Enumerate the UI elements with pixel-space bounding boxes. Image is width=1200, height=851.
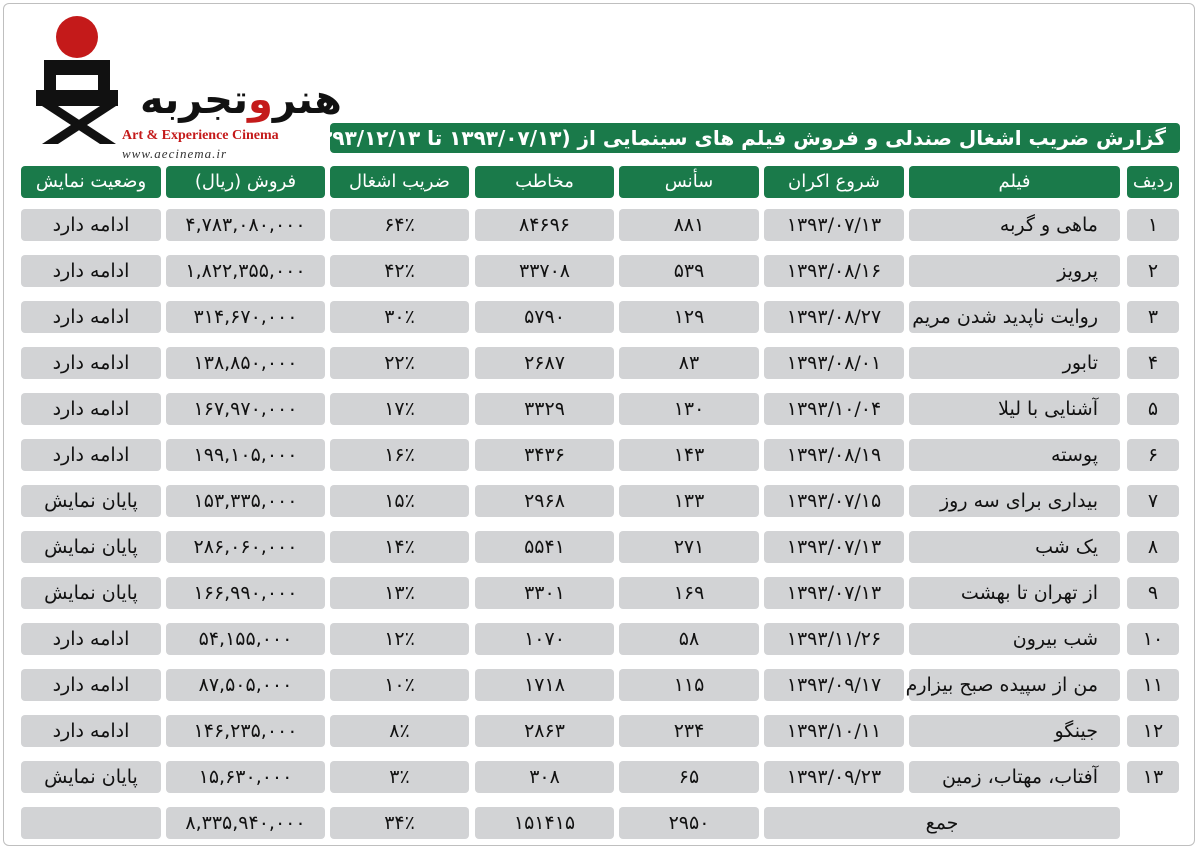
cell-audience: ۱۰۷۰ — [475, 623, 614, 655]
cell-row: ۱۲ — [1127, 715, 1179, 747]
logo-english-text: Art & Experience Cinema — [122, 128, 279, 143]
cell-occupancy: ۱۲٪ — [330, 623, 469, 655]
total-occupancy: ۳۴٪ — [330, 807, 469, 839]
cell-start: ۱۳۹۳/۱۰/۰۴ — [764, 393, 904, 425]
cell-sales: ۲۸۶,۰۶۰,۰۰۰ — [166, 531, 325, 563]
cell-film: یک شب — [909, 531, 1120, 563]
cell-occupancy: ۱۷٪ — [330, 393, 469, 425]
cell-occupancy: ۲۲٪ — [330, 347, 469, 379]
cell-sales: ۱۳۸,۸۵۰,۰۰۰ — [166, 347, 325, 379]
cell-audience: ۵۵۴۱ — [475, 531, 614, 563]
cell-status: پایان نمایش — [21, 485, 161, 517]
cell-audience: ۳۰۸ — [475, 761, 614, 793]
cell-sales: ۱,۸۲۲,۳۵۵,۰۰۰ — [166, 255, 325, 287]
cell-audience: ۵۷۹۰ — [475, 301, 614, 333]
header-row: ردیف — [1127, 166, 1179, 198]
cell-row: ۱۰ — [1127, 623, 1179, 655]
cell-film: جینگو — [909, 715, 1120, 747]
cell-film: ماهی و گربه — [909, 209, 1120, 241]
cell-audience: ۲۸۶۳ — [475, 715, 614, 747]
cell-status: ادامه دارد — [21, 301, 161, 333]
cell-audience: ۸۴۶۹۶ — [475, 209, 614, 241]
cell-status: ادامه دارد — [21, 439, 161, 471]
header-sales: فروش (ریال) — [166, 166, 325, 198]
cell-status: پایان نمایش — [21, 531, 161, 563]
cell-occupancy: ۳٪ — [330, 761, 469, 793]
cell-occupancy: ۱۳٪ — [330, 577, 469, 609]
header-audience: مخاطب — [475, 166, 614, 198]
total-sessions: ۲۹۵۰ — [619, 807, 759, 839]
cell-start: ۱۳۹۳/۰۷/۱۳ — [764, 209, 904, 241]
header-occupancy: ضریب اشغال — [330, 166, 469, 198]
cell-film: آشنایی با لیلا — [909, 393, 1120, 425]
cell-film: روایت ناپدید شدن مریم — [909, 301, 1120, 333]
cell-sessions: ۱۳۳ — [619, 485, 759, 517]
cell-sales: ۵۴,۱۵۵,۰۰۰ — [166, 623, 325, 655]
cell-start: ۱۳۹۳/۰۸/۱۹ — [764, 439, 904, 471]
cell-sessions: ۲۷۱ — [619, 531, 759, 563]
cell-sessions: ۵۳۹ — [619, 255, 759, 287]
cell-sales: ۱۴۶,۲۳۵,۰۰۰ — [166, 715, 325, 747]
cell-sales: ۳۱۴,۶۷۰,۰۰۰ — [166, 301, 325, 333]
total-sales: ۸,۳۳۵,۹۴۰,۰۰۰ — [166, 807, 325, 839]
cell-audience: ۱۷۱۸ — [475, 669, 614, 701]
cell-start: ۱۳۹۳/۰۷/۱۳ — [764, 531, 904, 563]
cell-occupancy: ۱۶٪ — [330, 439, 469, 471]
director-chair-icon — [30, 10, 140, 145]
cell-audience: ۲۹۶۸ — [475, 485, 614, 517]
cell-row: ۵ — [1127, 393, 1179, 425]
cell-status: ادامه دارد — [21, 623, 161, 655]
cell-row: ۱۱ — [1127, 669, 1179, 701]
cell-sales: ۱۵,۶۳۰,۰۰۰ — [166, 761, 325, 793]
cell-occupancy: ۶۴٪ — [330, 209, 469, 241]
cell-audience: ۳۳۲۹ — [475, 393, 614, 425]
cell-start: ۱۳۹۳/۰۸/۱۶ — [764, 255, 904, 287]
cell-sessions: ۵۸ — [619, 623, 759, 655]
cell-start: ۱۳۹۳/۰۷/۱۳ — [764, 577, 904, 609]
cell-row: ۷ — [1127, 485, 1179, 517]
cell-sessions: ۱۳۰ — [619, 393, 759, 425]
cell-audience: ۳۴۳۶ — [475, 439, 614, 471]
cell-film: تابور — [909, 347, 1120, 379]
cell-status: ادامه دارد — [21, 669, 161, 701]
cell-occupancy: ۴۲٪ — [330, 255, 469, 287]
cell-start: ۱۳۹۳/۰۷/۱۵ — [764, 485, 904, 517]
cell-start: ۱۳۹۳/۱۱/۲۶ — [764, 623, 904, 655]
header-film: فیلم — [909, 166, 1120, 198]
cell-row: ۱ — [1127, 209, 1179, 241]
cell-film: شب بیرون — [909, 623, 1120, 655]
cell-film: پوسته — [909, 439, 1120, 471]
cell-start: ۱۳۹۳/۰۹/۱۷ — [764, 669, 904, 701]
cell-audience: ۲۶۸۷ — [475, 347, 614, 379]
cell-row: ۹ — [1127, 577, 1179, 609]
cell-film: از تهران تا بهشت — [909, 577, 1120, 609]
cell-occupancy: ۸٪ — [330, 715, 469, 747]
cell-sessions: ۱۴۳ — [619, 439, 759, 471]
cell-film: پرویز — [909, 255, 1120, 287]
report-title: گزارش ضریب اشغال صندلی و فروش فیلم های سینمایی از (۱۳۹۳/۰۷/۱۳ تا ۱۳۹۳/۱۲/۱۳) — [330, 123, 1180, 153]
cell-occupancy: ۱۵٪ — [330, 485, 469, 517]
cell-sessions: ۱۶۹ — [619, 577, 759, 609]
cell-audience: ۳۳۰۱ — [475, 577, 614, 609]
cell-row: ۳ — [1127, 301, 1179, 333]
cell-film: بیداری برای سه روز — [909, 485, 1120, 517]
cell-sales: ۱۹۹,۱۰۵,۰۰۰ — [166, 439, 325, 471]
cell-row: ۶ — [1127, 439, 1179, 471]
cell-occupancy: ۳۰٪ — [330, 301, 469, 333]
total-audience: ۱۵۱۴۱۵ — [475, 807, 614, 839]
cell-row: ۴ — [1127, 347, 1179, 379]
cell-sessions: ۲۳۴ — [619, 715, 759, 747]
cell-audience: ۳۳۷۰۸ — [475, 255, 614, 287]
cell-status: پایان نمایش — [21, 761, 161, 793]
cell-sales: ۴,۷۸۳,۰۸۰,۰۰۰ — [166, 209, 325, 241]
cell-sales: ۸۷,۵۰۵,۰۰۰ — [166, 669, 325, 701]
cell-start: ۱۳۹۳/۰۸/۲۷ — [764, 301, 904, 333]
cell-status: ادامه دارد — [21, 715, 161, 747]
cell-film: من از سپیده صبح بیزارم — [909, 669, 1120, 701]
cell-sessions: ۸۳ — [619, 347, 759, 379]
cell-occupancy: ۱۰٪ — [330, 669, 469, 701]
cell-start: ۱۳۹۳/۰۹/۲۳ — [764, 761, 904, 793]
cell-status: ادامه دارد — [21, 255, 161, 287]
header-status: وضعیت نمایش — [21, 166, 161, 198]
cell-sales: ۱۵۳,۳۳۵,۰۰۰ — [166, 485, 325, 517]
cell-sessions: ۸۸۱ — [619, 209, 759, 241]
cell-sales: ۱۶۷,۹۷۰,۰۰۰ — [166, 393, 325, 425]
cell-sessions: ۱۲۹ — [619, 301, 759, 333]
cell-start: ۱۳۹۳/۱۰/۱۱ — [764, 715, 904, 747]
header-sessions: سأنس — [619, 166, 759, 198]
cell-status: ادامه دارد — [21, 347, 161, 379]
cell-start: ۱۳۹۳/۰۸/۰۱ — [764, 347, 904, 379]
cell-film: آفتاب، مهتاب، زمین — [909, 761, 1120, 793]
cell-status: ادامه دارد — [21, 393, 161, 425]
logo — [30, 10, 342, 161]
logo-url: www.aecinema.ir — [122, 146, 228, 161]
cell-status: ادامه دارد — [21, 209, 161, 241]
cell-status: پایان نمایش — [21, 577, 161, 609]
cell-row: ۸ — [1127, 531, 1179, 563]
cell-sales: ۱۶۶,۹۹۰,۰۰۰ — [166, 577, 325, 609]
cell-occupancy: ۱۴٪ — [330, 531, 469, 563]
cell-row: ۱۳ — [1127, 761, 1179, 793]
total-label: جمع — [764, 807, 1120, 839]
cell-sessions: ۶۵ — [619, 761, 759, 793]
logo-persian-text: هنروتجربه — [140, 77, 342, 123]
cell-row: ۲ — [1127, 255, 1179, 287]
cell-sessions: ۱۱۵ — [619, 669, 759, 701]
total-status — [21, 807, 161, 839]
header-start: شروع اکران — [764, 166, 904, 198]
